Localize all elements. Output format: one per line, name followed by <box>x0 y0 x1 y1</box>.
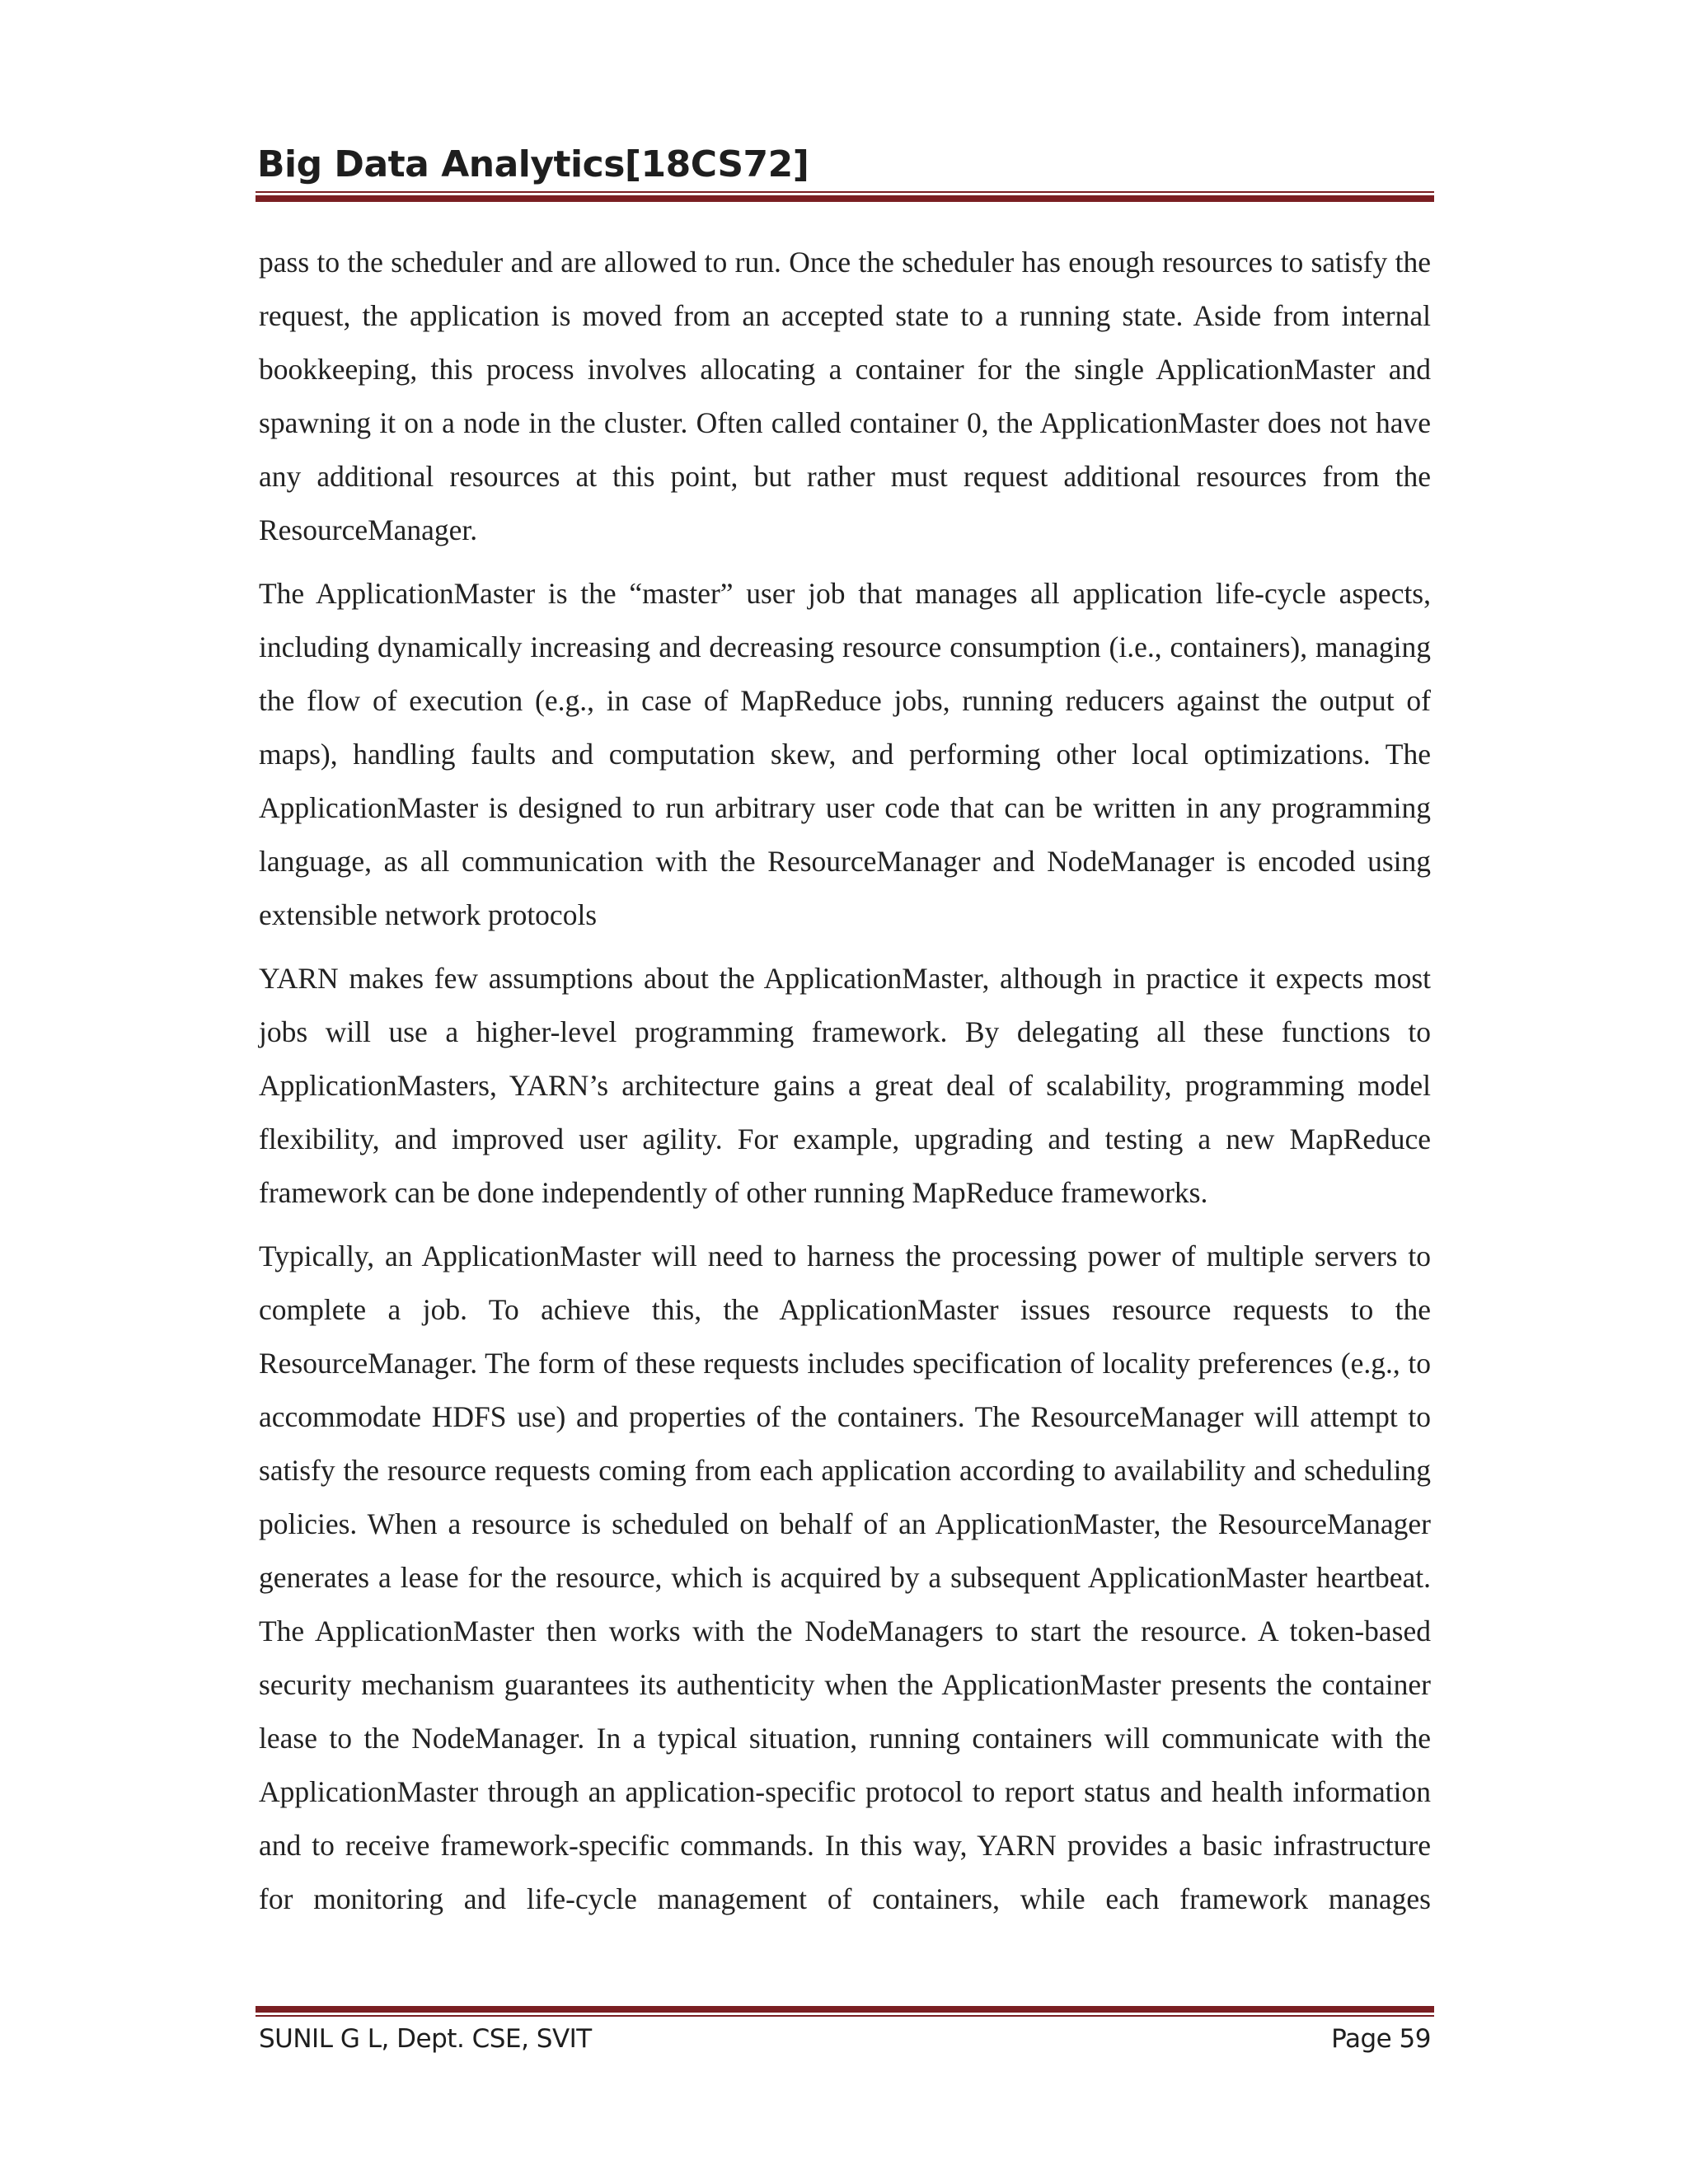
page-number: Page 59 <box>1331 2024 1431 2054</box>
page-header <box>257 142 1431 188</box>
footer-author: SUNIL G L, Dept. CSE, SVIT <box>259 2024 592 2054</box>
paragraph-2: The ApplicationMaster is the “master” user job that manages all application life-cycle aspects, including dynamically increasing and decreasing resource consumption (i.e., containers), managing the flow of execution (e.g., in case of MapReduce jobs, running reducers against the output of maps), handling faults and computation skew, and performing other local optimizations. The ApplicationMaster is designed to run arbitrary user code that can be written in any programming language, as all communication with the ResourceManager and NodeManager is encoded using extensible network protocols <box>259 577 1431 931</box>
paragraph-1: pass to the scheduler and are allowed to run. Once the scheduler has enough resources to satisfy the request, the application is moved from an accepted state to a running state. Aside from internal bookkeeping, this process involves allocating a container for the single ApplicationMaster and spawning it on a node in the cluster. Often called container 0, the ApplicationMaster does not have any additional resources at this point, but rather must request additional resources from the ResourceManager. <box>259 246 1431 546</box>
paragraph-3: YARN makes few assumptions about the ApplicationMaster, although in practice it expects most jobs will use a higher-level programming framework. By delegating all these functions to ApplicationMasters, YARN’s architecture gains a great deal of scalability, programming model flexibility, and improved user agility. For example, upgrading and testing a new MapReduce framework can be done independently of other running MapReduce frameworks. <box>259 962 1431 1209</box>
page-body <box>259 236 1431 1936</box>
footer-rule <box>256 2006 1434 2017</box>
paragraph-4: Typically, an ApplicationMaster will need to harness the processing power of multiple servers to complete a job. To achieve this, the ApplicationMaster issues resource requests to the ResourceManager. The form of these requests includes specification of locality preferences (e.g., to accommodate HDFS use) and properties of the containers. The ResourceManager will attempt to satisfy the resource requests coming from each application according to availability and scheduling policies. When a resource is scheduled on behalf of an ApplicationMaster, the ResourceManager generates a lease for the resource, which is acquired by a subsequent ApplicationMaster heartbeat. The ApplicationMaster then works with the NodeManagers to start the resource. A token-based security mechanism guarantees its authenticity when the ApplicationMaster presents the container lease to the NodeManager. In a typical situation, running containers will communicate with the ApplicationMaster through an application-specific protocol to report status and health information and to receive framework-specific commands. In this way, YARN provides a basic infrastructure for monitoring and life-cycle management of containers, while each framework manages <box>259 1240 1431 1915</box>
document-title: Big Data Analytics[18CS72] <box>257 143 809 185</box>
page-footer <box>259 2022 1431 2055</box>
header-rule <box>256 191 1434 202</box>
